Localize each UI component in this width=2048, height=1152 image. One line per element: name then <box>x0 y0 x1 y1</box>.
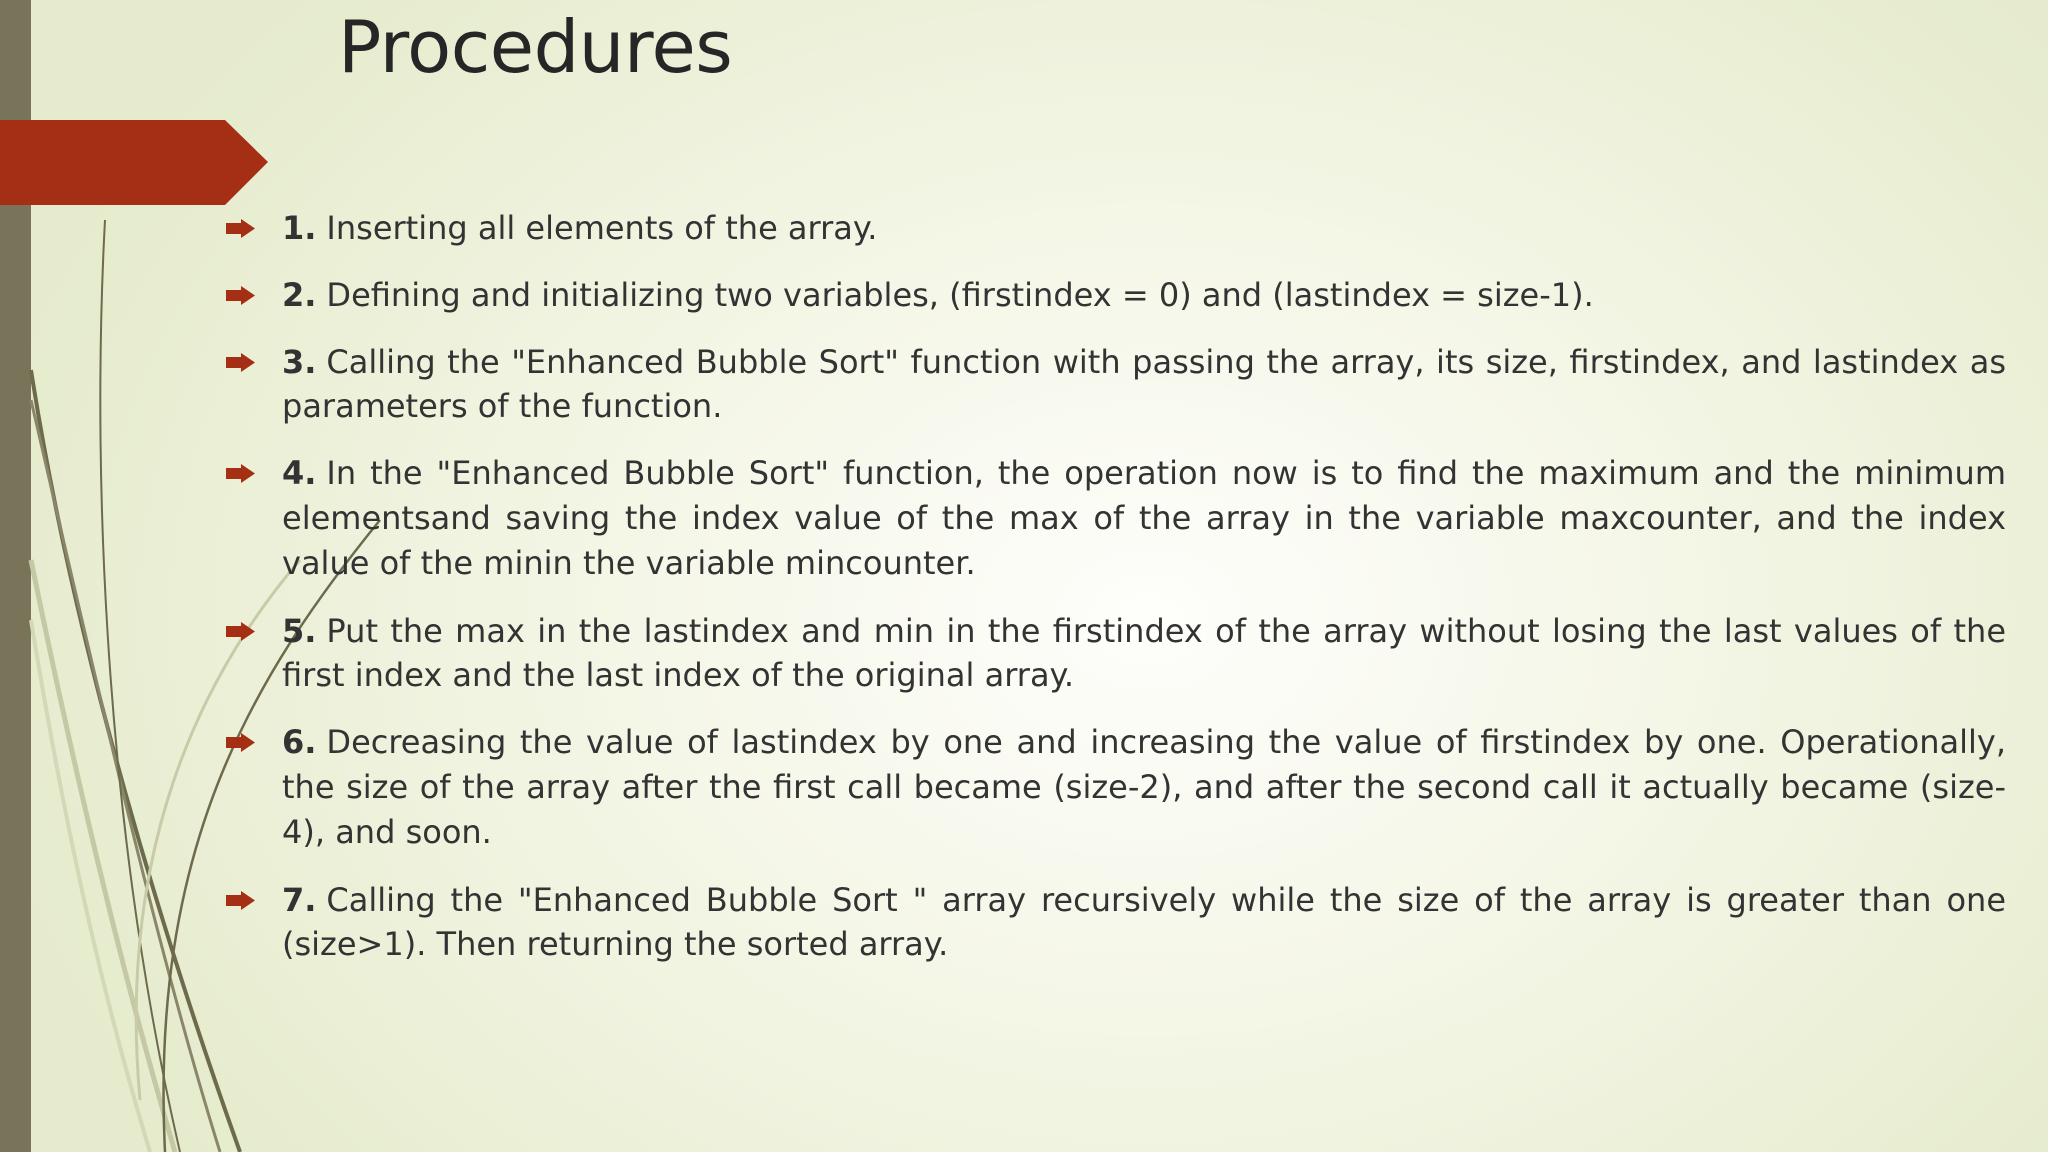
step-5 <box>226 609 2006 697</box>
step-number: 4. <box>282 454 317 492</box>
step-4 <box>226 451 2006 586</box>
slide-title: Procedures <box>338 5 733 89</box>
step-text: Defining and initializing two variables, (firstindex = 0) and (lastindex = size-1). <box>326 276 1594 314</box>
arrow-bullet-icon <box>226 464 255 483</box>
step-text: Decreasing the value of lastindex by one and increasing the value of firstindex by one. Operationally, the size of the array after the first call became (size-2), and after the second call it actually became (size-4), and soon. <box>282 723 2006 851</box>
step-number: 2. <box>282 276 317 314</box>
step-text: Calling the "Enhanced Bubble Sort" function with passing the array, its size, firstindex, and lastindex as parameters of the function. <box>282 343 2006 425</box>
step-number: 1. <box>282 209 317 247</box>
step-text: Calling the "Enhanced Bubble Sort " array recursively while the size of the array is greater than one (size>1). Then returning the sorted array. <box>282 881 2006 963</box>
arrow-bullet-icon <box>226 219 255 238</box>
procedure-steps-list <box>226 206 2006 989</box>
step-number: 3. <box>282 343 317 381</box>
step-1 <box>226 206 2006 250</box>
step-2 <box>226 273 2006 317</box>
step-text: In the "Enhanced Bubble Sort" function, the operation now is to find the maximum and the minimum elementsand saving the index value of the max of the array in the variable maxcounter, and the index value of the minin the variable mincounter. <box>282 454 2006 582</box>
step-text: Inserting all elements of the array. <box>326 209 878 247</box>
arrow-bullet-icon <box>226 353 255 372</box>
step-number: 5. <box>282 612 317 650</box>
arrow-bullet-icon <box>226 286 255 305</box>
arrow-bullet-icon <box>226 891 255 910</box>
arrow-bullet-icon <box>226 622 255 641</box>
step-number: 6. <box>282 723 317 761</box>
step-7 <box>226 878 2006 966</box>
step-number: 7. <box>282 881 317 919</box>
step-3 <box>226 340 2006 428</box>
step-text: Put the max in the lastindex and min in the firstindex of the array without losing the last values of the first index and the last index of the original array. <box>282 612 2006 694</box>
title-banner-arrow <box>0 0 280 220</box>
step-6 <box>226 720 2006 855</box>
arrow-bullet-icon <box>226 733 255 752</box>
